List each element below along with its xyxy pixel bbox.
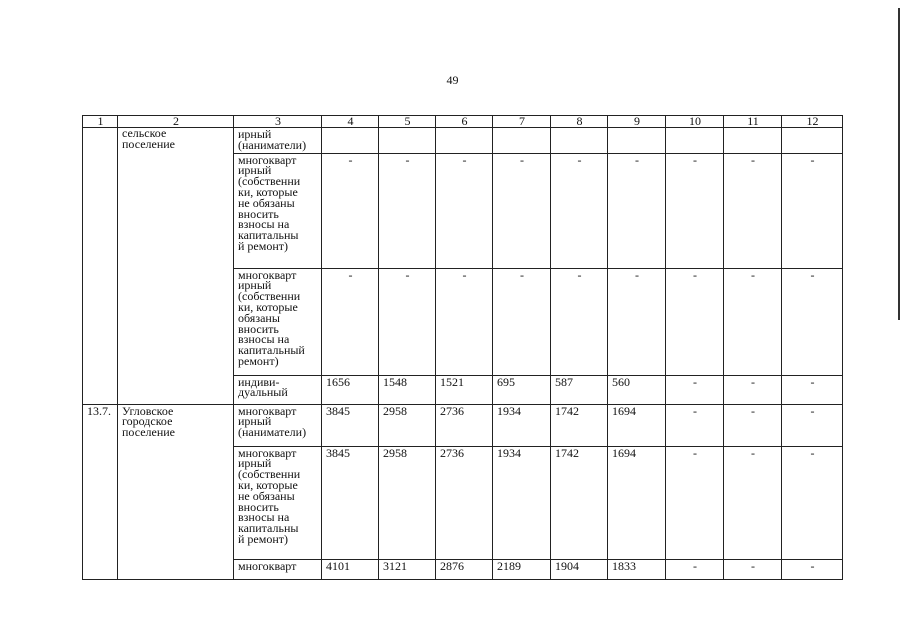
housing-type-cell: многокварт — [234, 559, 322, 579]
value-cell: - — [608, 268, 666, 375]
value-cell: 2189 — [493, 559, 551, 579]
value-cell: 1904 — [551, 559, 608, 579]
column-number-header: 1 — [83, 116, 118, 128]
value-cell: - — [782, 268, 843, 375]
value-cell: 2736 — [436, 446, 493, 559]
settlement-name-cell: Угловское городское поселение — [118, 404, 234, 579]
value-cell: 1742 — [551, 404, 608, 446]
value-cell: 1656 — [322, 375, 379, 404]
value-cell: 695 — [493, 375, 551, 404]
column-number-header: 8 — [551, 116, 608, 128]
value-cell: 1742 — [551, 446, 608, 559]
column-number-header: 5 — [379, 116, 436, 128]
value-cell: - — [493, 153, 551, 268]
value-cell: - — [782, 559, 843, 579]
value-cell: 4101 — [322, 559, 379, 579]
value-cell: 1548 — [379, 375, 436, 404]
value-cell: - — [724, 268, 782, 375]
column-number-header: 12 — [782, 116, 843, 128]
housing-type-cell: ирный (наниматели) — [234, 128, 322, 154]
row-index-cell: 13.7. — [83, 404, 118, 579]
column-number-header: 4 — [322, 116, 379, 128]
value-cell: - — [379, 268, 436, 375]
value-cell — [551, 128, 608, 154]
value-cell: - — [379, 153, 436, 268]
housing-type-cell: многокварт ирный (собственни ки, которые обязаны вносить взносы на капитальный ремонт) — [234, 268, 322, 375]
value-cell: - — [782, 446, 843, 559]
value-cell: 1934 — [493, 404, 551, 446]
column-number-header: 11 — [724, 116, 782, 128]
column-number-header: 6 — [436, 116, 493, 128]
column-number-header: 7 — [493, 116, 551, 128]
value-cell — [436, 128, 493, 154]
value-cell: 1934 — [493, 446, 551, 559]
value-cell: - — [551, 268, 608, 375]
row-index-cell — [83, 128, 118, 405]
value-cell — [379, 128, 436, 154]
column-number-header: 9 — [608, 116, 666, 128]
value-cell: - — [782, 375, 843, 404]
value-cell: - — [322, 268, 379, 375]
value-cell — [322, 128, 379, 154]
value-cell: - — [436, 153, 493, 268]
housing-type-cell: многокварт ирный (собственни ки, которые не обязаны вносить взносы на капитальны й ремонт) — [234, 153, 322, 268]
value-cell: - — [724, 404, 782, 446]
column-number-header: 3 — [234, 116, 322, 128]
value-cell: - — [782, 404, 843, 446]
value-cell: 1521 — [436, 375, 493, 404]
value-cell: - — [666, 375, 724, 404]
value-cell: - — [724, 559, 782, 579]
value-cell — [782, 128, 843, 154]
value-cell: 2958 — [379, 446, 436, 559]
value-cell: - — [724, 153, 782, 268]
housing-type-cell: многокварт ирный (собственни ки, которые не обязаны вносить взносы на капитальны й ремонт) — [234, 446, 322, 559]
value-cell: - — [608, 153, 666, 268]
value-cell: 3121 — [379, 559, 436, 579]
value-cell: 2876 — [436, 559, 493, 579]
value-cell: - — [493, 268, 551, 375]
page-number: 49 — [446, 73, 459, 87]
value-cell: - — [551, 153, 608, 268]
value-cell: - — [724, 446, 782, 559]
value-cell — [493, 128, 551, 154]
value-cell: 560 — [608, 375, 666, 404]
housing-type-cell: индиви- дуальный — [234, 375, 322, 404]
value-cell: 1694 — [608, 404, 666, 446]
column-number-header: 10 — [666, 116, 724, 128]
table-row — [83, 404, 843, 446]
value-cell: 2958 — [379, 404, 436, 446]
settlement-name-cell: сельское поселение — [118, 128, 234, 405]
value-cell — [608, 128, 666, 154]
value-cell: - — [666, 559, 724, 579]
page-edge-mark — [898, 8, 900, 320]
value-cell: 1833 — [608, 559, 666, 579]
value-cell — [724, 128, 782, 154]
tariff-table — [82, 115, 843, 580]
housing-type-cell: многокварт ирный (наниматели) — [234, 404, 322, 446]
value-cell — [666, 128, 724, 154]
value-cell: 1694 — [608, 446, 666, 559]
value-cell: - — [724, 375, 782, 404]
value-cell: - — [666, 153, 724, 268]
value-cell: - — [666, 446, 724, 559]
value-cell: - — [782, 153, 843, 268]
value-cell: 587 — [551, 375, 608, 404]
value-cell: 3845 — [322, 404, 379, 446]
value-cell: - — [436, 268, 493, 375]
value-cell: - — [322, 153, 379, 268]
value-cell: 3845 — [322, 446, 379, 559]
table-header-row — [83, 116, 843, 128]
value-cell: 2736 — [436, 404, 493, 446]
value-cell: - — [666, 268, 724, 375]
table-row — [83, 128, 843, 154]
column-number-header: 2 — [118, 116, 234, 128]
value-cell: - — [666, 404, 724, 446]
